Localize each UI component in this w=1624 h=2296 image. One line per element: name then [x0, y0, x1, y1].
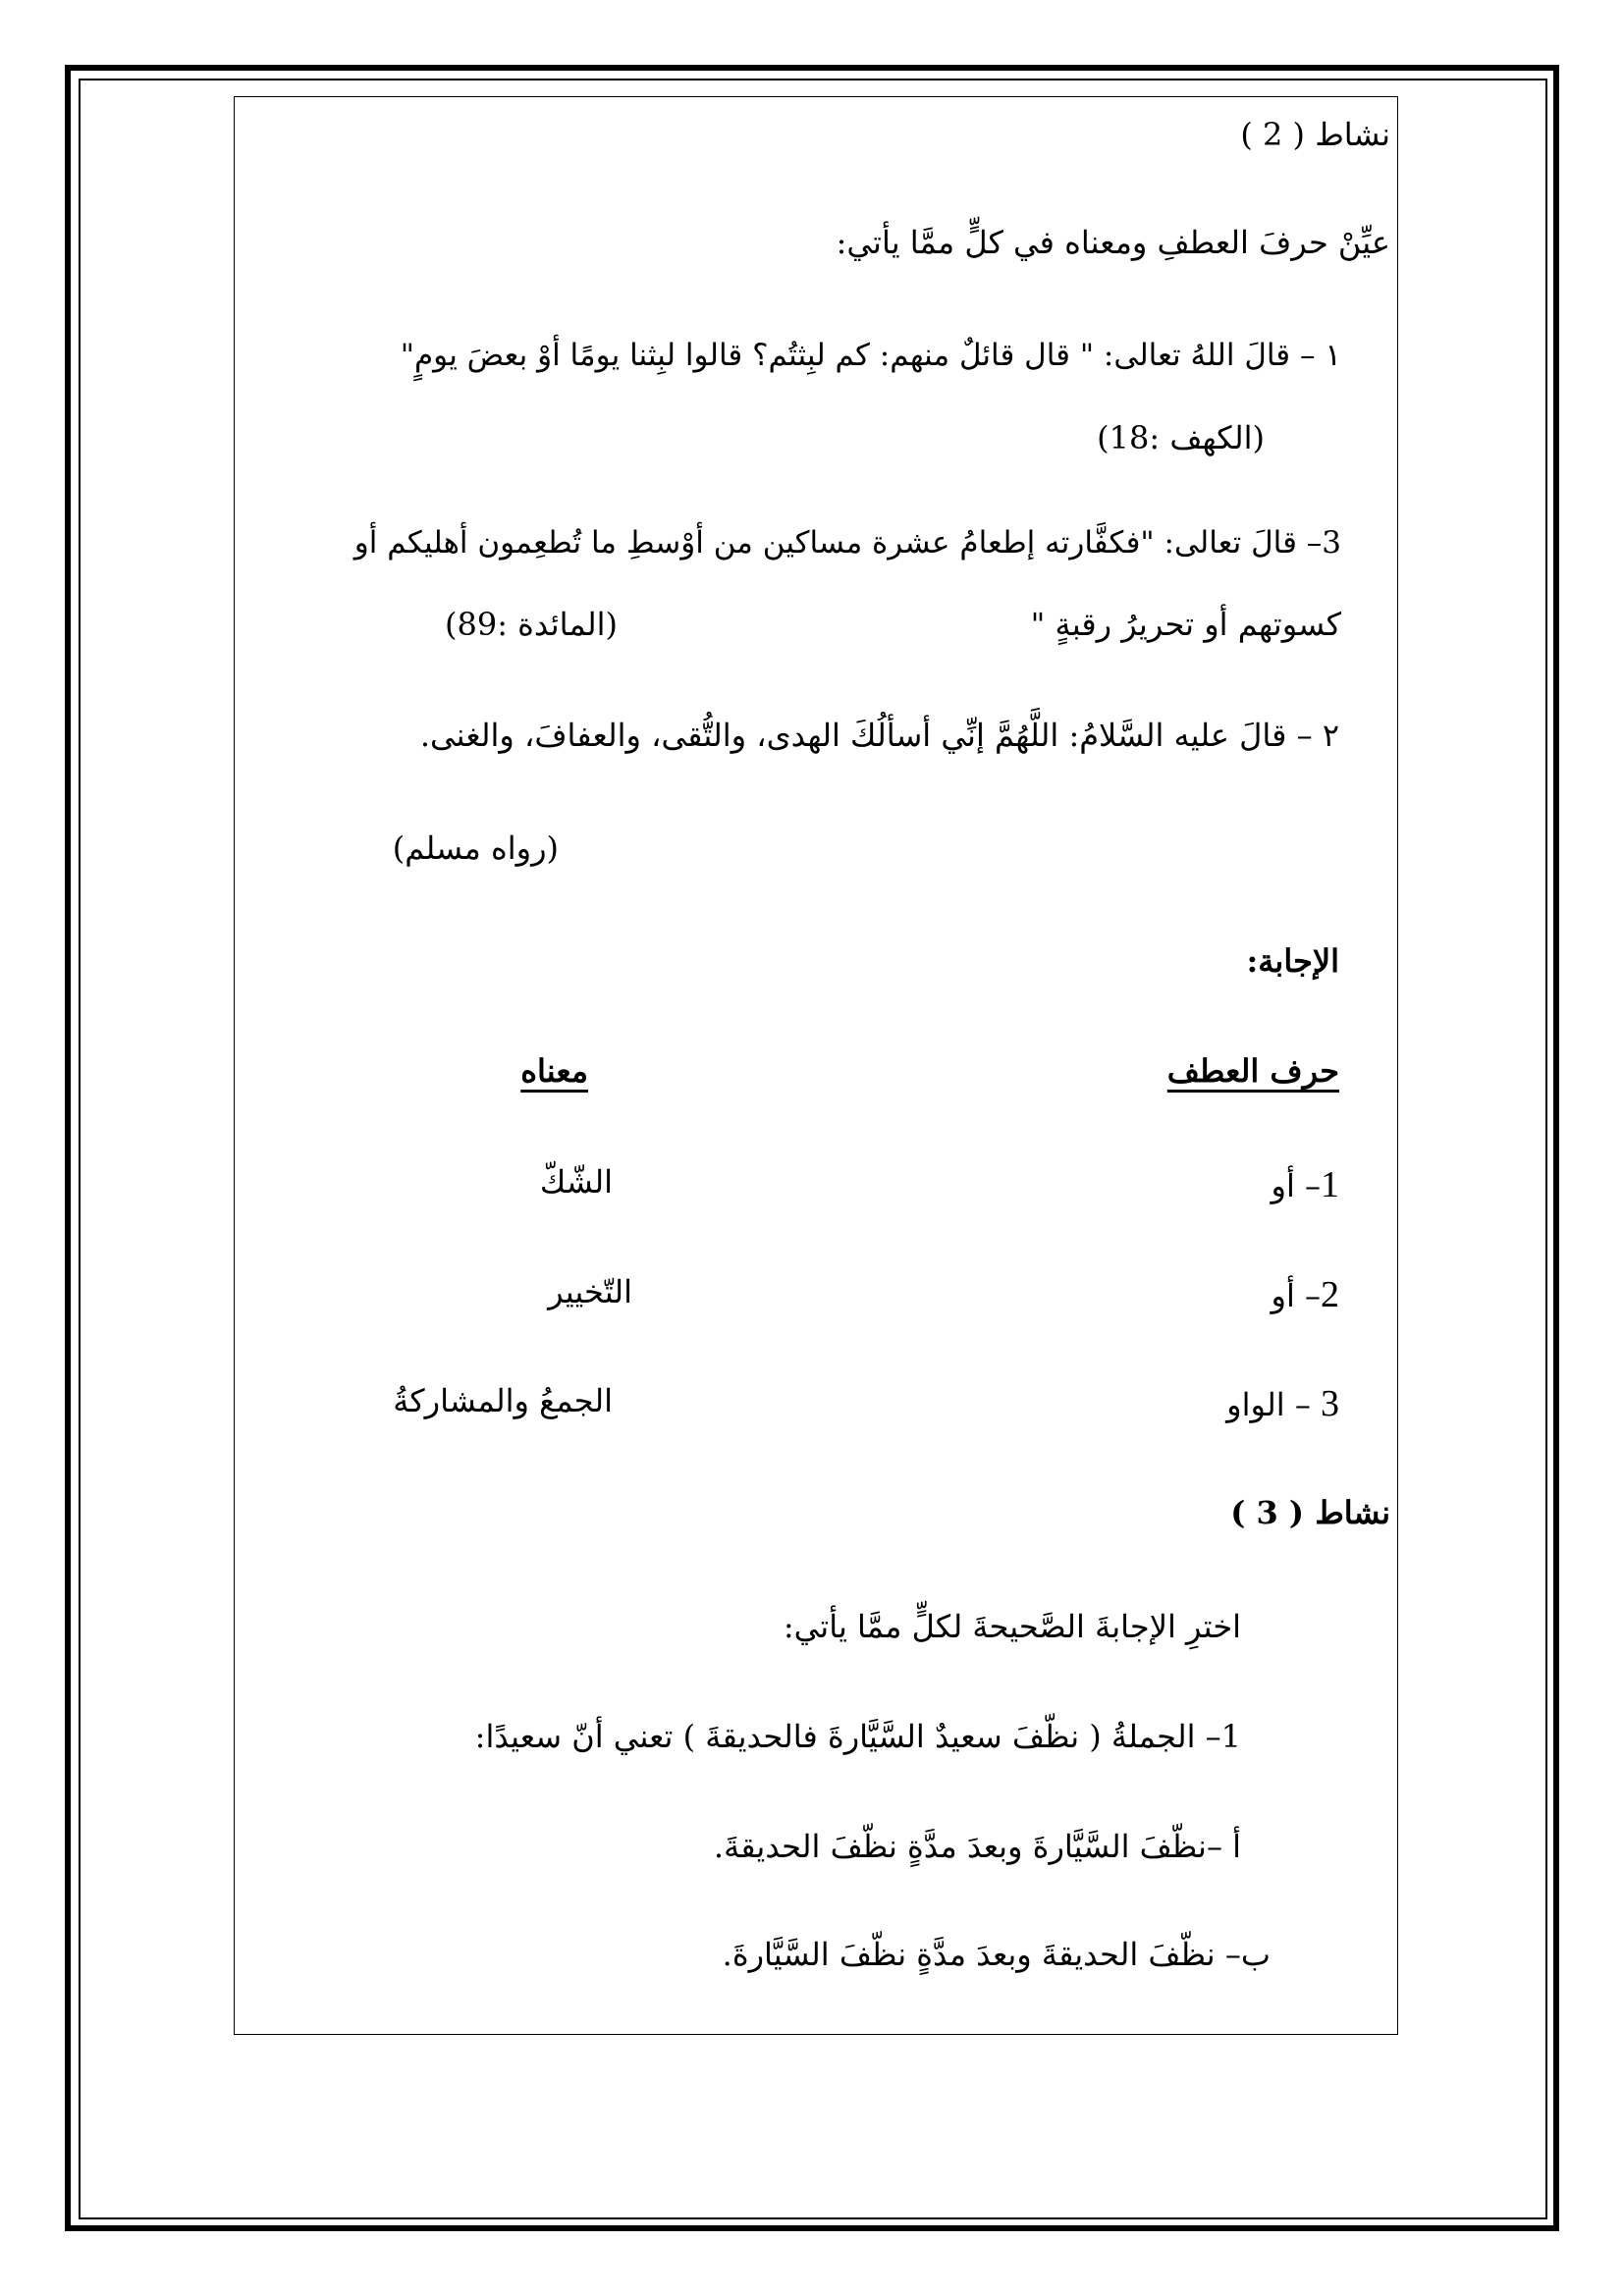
question1-reference: (الكهف :18): [1097, 419, 1265, 456]
answer-row-conjunction: – أو: [1271, 1167, 1321, 1204]
question2-line1: ٢ – قالَ عليه السَّلامُ: اللَّهُمَّ إنِّي أسألُكَ الهدى، والتُّقى، والعفافَ، والغنى.: [419, 717, 1339, 754]
answer-row-conjunction: – الواو: [1226, 1386, 1321, 1423]
question3-line2: كسوتهم أو تحريرُ رقبةٍ ": [1030, 606, 1341, 643]
question3-reference: (المائدة :89): [445, 606, 618, 643]
answer-row: [1226, 1382, 1339, 1427]
activity2-title: نشاط ( 2 ): [1240, 116, 1390, 153]
answer-row-meaning: الشّكّ: [539, 1163, 613, 1201]
activity3-option-a: أ –نظّفَ السَّيَّارةَ وبعدَ مدَّةٍ نظّفَ الحديقةَ.: [713, 1828, 1241, 1865]
answer-row: [1271, 1273, 1339, 1318]
answer-row-number: 2: [1321, 1274, 1339, 1315]
question2-reference: (رواه مسلم): [392, 829, 559, 867]
question3-line1: 3– قالَ تعالى: "فكفَّارته إطعامُ عشرة مساكين من أوْسطِ ما تُطعِمون أهليكم أو: [353, 525, 1341, 561]
activity3-question1: 1– الجملةُ ( نظّفَ سعيدٌ السَّيَّارةَ فالحديقةَ ) تعني أنّ سعيدًا:: [474, 1718, 1241, 1755]
answer-row-meaning: التّخيير: [548, 1273, 632, 1310]
answer-row-meaning: الجمعُ والمشاركةُ: [393, 1382, 613, 1419]
answer-row-number: 3: [1321, 1383, 1339, 1424]
activity3-title: نشاط ( 3 ): [1230, 1494, 1390, 1531]
answer-row-conjunction: – أو: [1271, 1277, 1321, 1314]
column-header-meaning: معناه: [520, 1052, 588, 1090]
activity3-option-b: ب– نظّفَ الحديقةَ وبعدَ مدَّةٍ نظّفَ السَّيَّارةَ.: [722, 1936, 1271, 1973]
question1-line1: ١ – قالَ اللهُ تعالى: " قال قائلٌ منهم: كم لبِثتُم؟ قالوا لبِثنا يومًا أوْ بعضَ يومٍ": [400, 338, 1341, 373]
activity2-instruction: عيِّنْ حرفَ العطفِ ومعناه في كلٍّ ممَّا يأتي:: [836, 224, 1390, 261]
answer-row-number: 1: [1321, 1164, 1339, 1205]
answer-heading: الإجابة:: [1246, 942, 1339, 980]
answer-row: [1271, 1163, 1339, 1208]
column-header-conjunction: حرف العطف: [1166, 1052, 1339, 1090]
activity3-instruction: اخترِ الإجابةَ الصَّحيحةَ لكلٍّ ممَّا يأتي:: [783, 1608, 1241, 1645]
